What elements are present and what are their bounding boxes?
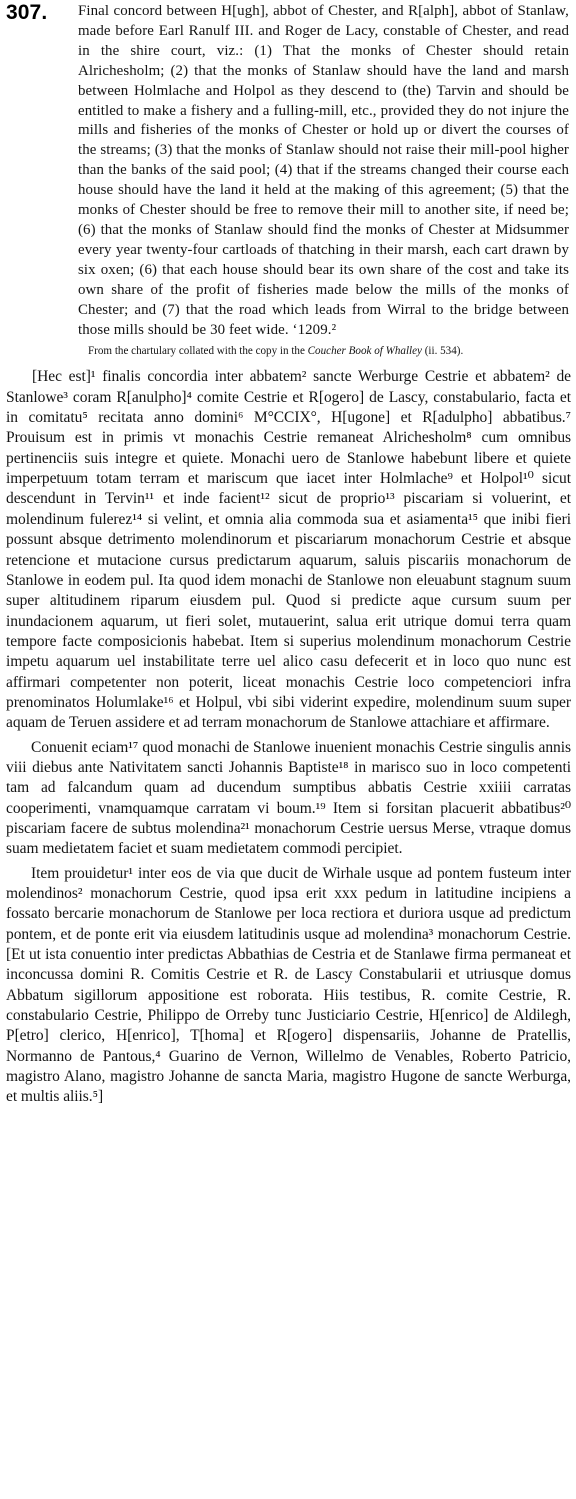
source-note-text: From the chartulary collated with the copy in the: [88, 345, 308, 358]
entry-summary: Final concord between H[ugh], abbot of Chester, and R[alph], abbot of Stanlaw, made before Earl Ranulf III. and Roger de Lacy, constable of Chester, and read in the shire court, viz.: (1) That the monks of Chester should retain Alrichesholm; (2) that the monks of Stanlaw should have the land and marsh between Holmlache and Holpol as they descend to (the) Tarvin and should be entitled to make a fishery and a fulling-mill, etc., provided they do not injure the mills and fisheries of the monks of Chester or hold up or divert the courses of the streams; (3) that the monks of Stanlaw should not raise their mill-pool higher than the banks of the said pool; (4) that if the streams changed their course each house should have the land it held at the making of this agreement; (5) that the monks of Chester should be free to remove their mill to another site, if need be; (6) that the monks of Stanlaw should find the monks of Chester at Midsummer every year twenty-four cartloads of thatching in their marsh, each cart drawn by six oxen; (6) that each house should bear its own share of the cost and take its own share of the profit of fisheries made below the mills of the monks of Chester; and (7) that the road which leads from Wirral to the bridge between those mills should be 30 feet wide.: [78, 3, 569, 338]
latin-paragraph-1: [Hec est]¹ finalis concordia inter abbatem² sancte Werburge Cestrie et abbatem² de Stanlowe³ coram R[anulpho]⁴ comite Cestrie et R[ogero] de Lascy, constabulario, facta et in comitatu⁵ recitata anno domini⁶ M°CCIX°, H[ugone] et R[adulpho] abbatibus.⁷ Prouisum est in primis vt monachis Cestrie remaneat Alrichesholm⁸ cum omnibus pertinenciis suis integre et quiete. Monachi uero de Stanlowe habebunt libere et quiete imperpetuum totam terram et mariscum que iacet inter Holmlache⁹ et Holpol¹⁰ sicut descendunt in Tervin¹¹ et inde facient¹² sicut de proprio¹³ piscariam si voluerint, et molendinum fulerez¹⁴ si velint, et omnia alia commoda sua et asiamenta¹⁵ que inibi fieri possunt absque detrimento molendinorum et piscariarum monachorum Cestrie et absque retencione et mutacione cursus predictarum aquarum, saluis piscariis monachorum de Stanlowe in eodem pul. Ita quod idem monachi de Stanlowe non eleuabunt stagnum suum super altitudinem riparum eiusdem pul. Quod si predicte aque cursum suum per inundacionem aquarum, ut fieri solet, mutauerint, salua erit utrique domui terra quam tempore facte composicionis habebat. Item si superius molendinum monachorum Cestrie impetu aquarum uel instabilitate terre uel alico casu defecerit et in loco quo nunc est affirmari competenter non poterit, liceat monachis Cestrie loco competenciori infra prenominatos Holumlake¹⁶ et Holpul, vbi sibi viderint expedire, molendinum suum super aquam de Teruen assidere et ad terram monachorum de Stanlowe attachiare et affirmare.: [6, 368, 571, 732]
latin-paragraph-3: Item prouidetur¹ inter eos de via que ducit de Wirhale usque ad pontem fusteum inter molendinos² monachorum Cestrie, quod ipsa erit xxx pedum in latitudine incipiens a fossato bercarie monachorum de Stanlowe per loca rectiora et duriora usque ad predictum pontem, et de ponte erit via eiusdem latitudinis usque ad molendina³ monachorum Cestrie. [Et ut ista conuentio inter predictas Abbathias de Cestria et de Stanlawe firma permaneat et inconcussa domini R. Comitis Cestrie et R. de Lascy Constabularii et utriusque domus Abbatum sigillorum appositione est roborata. Hiis testibus, R. comite Cestrie, R. constabulario Cestrie, Philippo de Orreby tunc Justiciario Cestrie, H[enrico] de Aldilegh, P[etro] clerico, H[enrico], T[homa] et R[ogero] dispensariis, Johanne de Pratellis, Normanno de Pantous,⁴ Guarino de Vernon, Willelmo de Venables, Roberto Patricio, magistro Alano, magistro Johanne de sancta Maria, magistro Hugone de sancte Werburga, et multis aliis.⁵]: [6, 864, 571, 1106]
latin-charter-text: [6, 367, 571, 1107]
source-reference: (ii. 534).: [421, 345, 464, 358]
entry-307: [6, 2, 571, 340]
source-book-title: Coucher Book of Whalley: [307, 345, 422, 358]
latin-paragraph-2: Conuenit eciam¹⁷ quod monachi de Stanlowe inuenient monachis Cestrie singulis annis viii diebus ante Nativitatem sancti Johannis Baptiste¹⁸ in marisco suo in loco competenti tam ad falcandum quam ad ducendum sumptibus abbatis Cestrie xxiiii carratas cooperimenti, vnamquamque carratam vi boum.¹⁹ Item si forsitan placuerit abbatibus²⁰ piscariam facere de subtus molendina²¹ monachorum Cestrie uersus Merse, vtraque domus suam medietatem faciet et suam medietatem commodi percipiet.: [6, 738, 571, 858]
entry-number: 307.: [6, 1, 48, 24]
source-note: [88, 343, 565, 359]
entry-date: ‘1209.²: [292, 321, 337, 338]
